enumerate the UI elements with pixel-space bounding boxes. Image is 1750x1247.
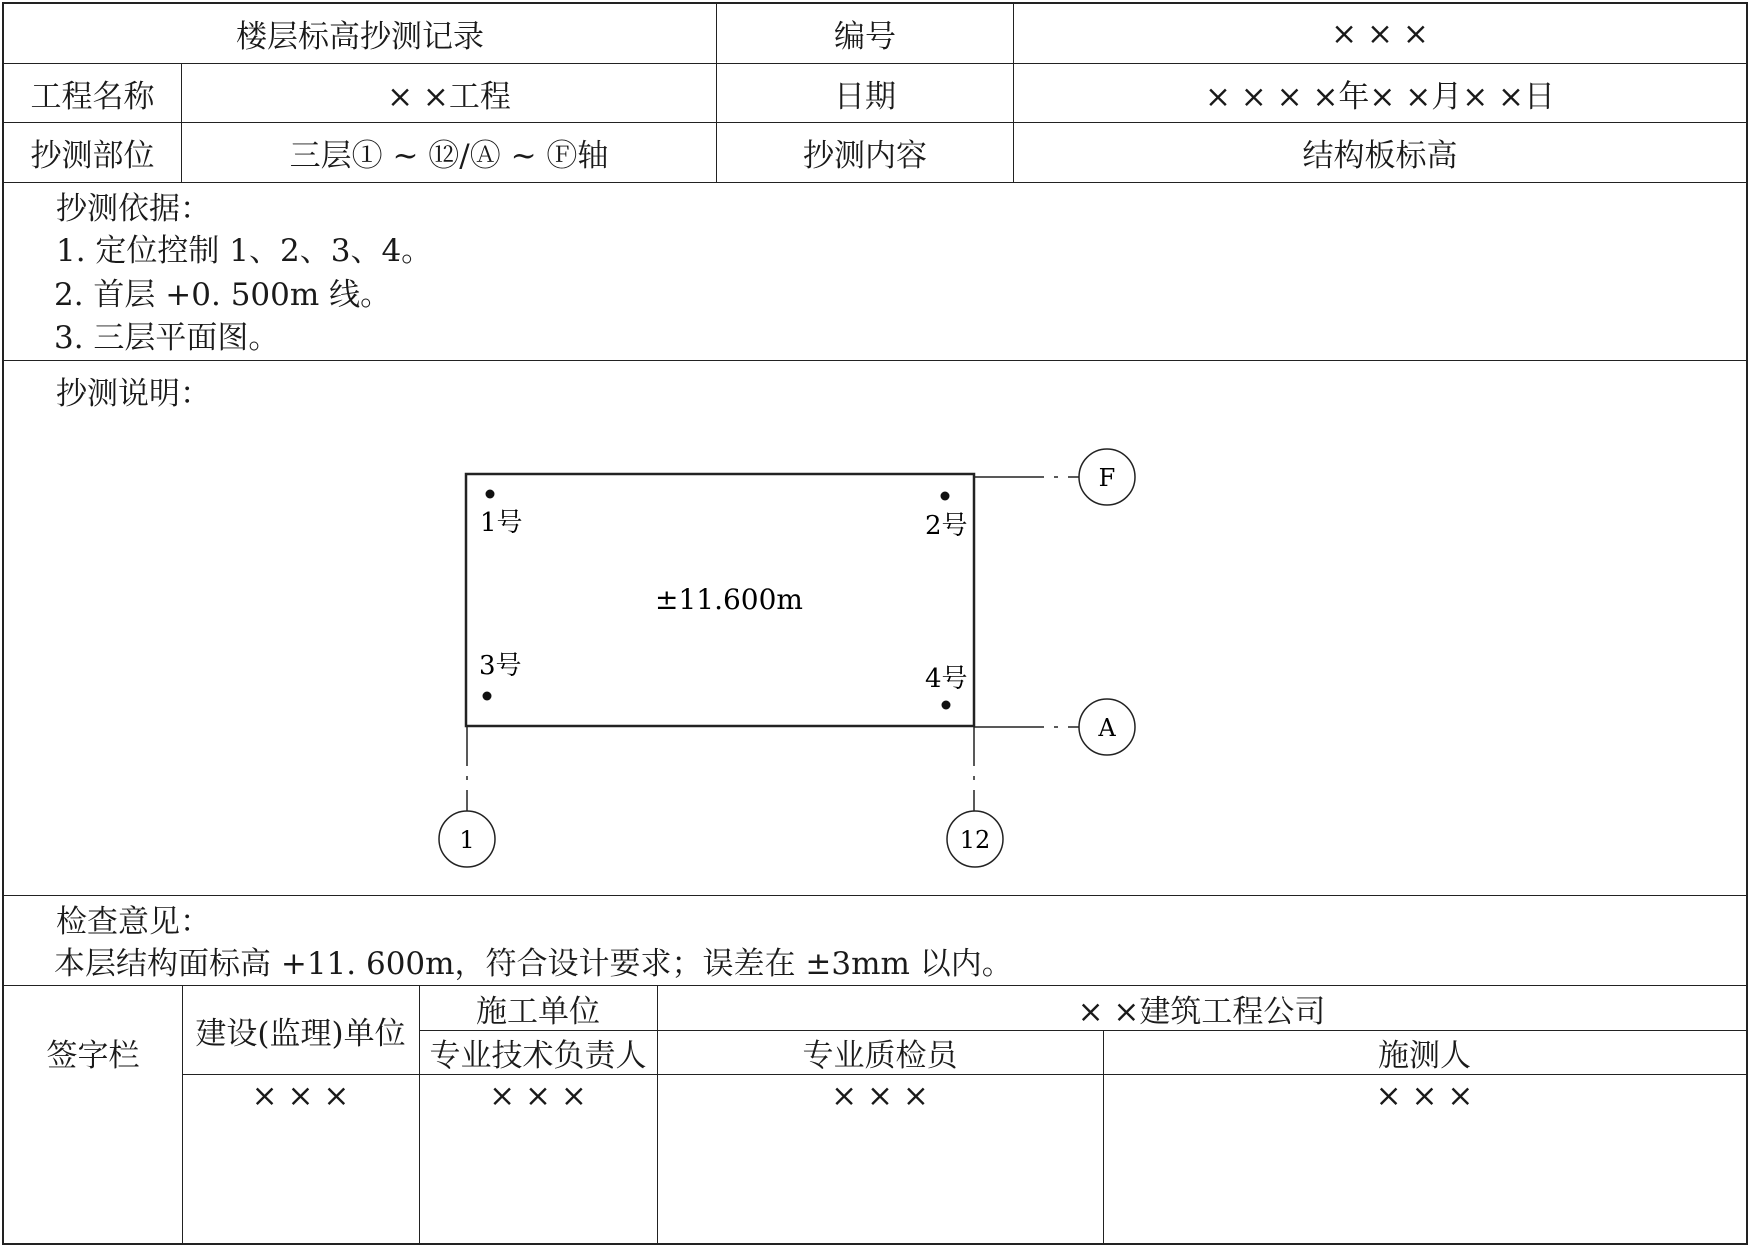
axis-1-label: 1 [459,826,475,854]
inspection-section [4,896,1746,986]
surveyor-label: 施测人 [1378,1037,1471,1074]
basis-item-2: 2. 首层 +0. 500m 线。 [54,277,392,313]
date-label: 日期 [717,64,1014,122]
axis-12-label: 12 [959,826,991,854]
axis-a-label: A [1098,714,1116,742]
description-section [4,361,1746,896]
inspection-text: 本层结构面标高 +11. 600m，符合设计要求；误差在 ±3mm 以内。 [54,946,1013,982]
tech-lead-label: 专业技术负责人 [429,1037,647,1074]
contractor-label: 施工单位 [476,993,600,1030]
basis-title: 抄测依据： [56,191,211,227]
control-point-2-label: 2号 [925,511,968,541]
control-point-4-label: 4号 [925,664,968,694]
signature-label: 签字栏 [46,1037,140,1074]
qc-label: 专业质检员 [802,1037,958,1074]
form-title: 楼层标高抄测记录 [4,4,717,63]
record-form [2,2,1748,1245]
project-value: × ×工程 [182,64,717,122]
basis-section [4,183,1746,361]
surveyor-sign: × × × [1375,1078,1474,1114]
header-row [4,4,1746,64]
basis-item-1: 1. 定位控制 1、2、3、4。 [56,233,433,269]
control-point-4 [942,701,951,710]
elevation-label: ±11.600m [655,583,803,616]
control-point-2 [941,492,950,501]
control-point-3-label: 3号 [479,651,522,681]
control-point-1-label: 1号 [480,508,523,538]
qc-sign: × × × [831,1078,929,1114]
elevation-diagram [4,361,1746,894]
location-value: 三层① ~ ⑫/Ⓐ ~ Ⓕ轴 [182,123,717,182]
number-value: × × × [1331,15,1429,52]
project-row [4,64,1746,123]
description-title: 抄测说明： [56,376,211,412]
axis-f-label: F [1098,464,1116,492]
content-label: 抄测内容 [717,123,1014,182]
signature-block [4,986,1746,1243]
tech-lead-sign: × × × [489,1078,587,1114]
control-point-3 [483,692,492,701]
location-label: 抄测部位 [4,123,182,182]
owner-sign: × × × [251,1078,350,1114]
number-label: 编号 [717,4,1014,63]
content-value: 结构板标高 [1302,138,1458,174]
inspection-title: 检查意见： [56,904,211,940]
date-value: × × × ×年× ×月× ×日 [1204,78,1556,115]
control-point-1 [486,490,495,499]
project-label: 工程名称 [4,64,182,122]
contractor-value: × ×建筑工程公司 [1077,993,1326,1030]
location-row [4,123,1746,183]
basis-item-3: 3. 三层平面图。 [54,320,280,356]
owner-label: 建设(监理)单位 [195,1015,406,1052]
